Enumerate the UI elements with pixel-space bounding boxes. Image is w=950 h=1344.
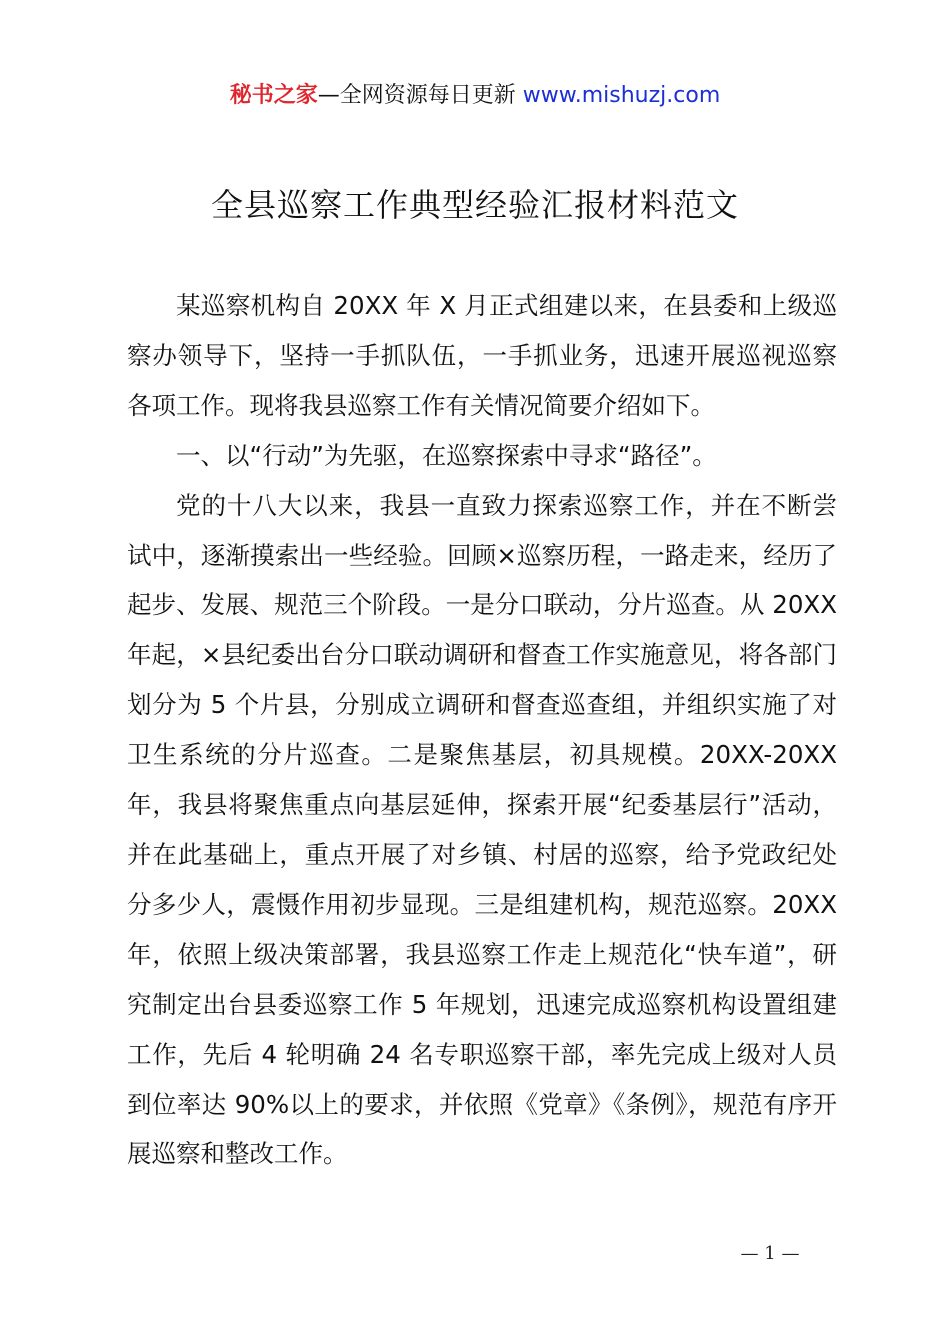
site-url-link[interactable]: www.mishuzj.com	[522, 83, 721, 108]
site-header	[0, 80, 950, 112]
body-paragraph: 党的十八大以来，我县一直致力探索巡察工作，并在不断尝试中，逐渐摸索出一些经验。回顾×巡察历程，一路走来，经历了起步、发展、规范三个阶段。一是分口联动，分片巡查。从 20XX 年起，×县纪委出台分口联动调研和督查工作实施意见，将各部门划分为 5 个片县，分别成立调研和督查巡查组，并组织实施了对卫生系统的分片巡查。二是聚焦基层，初具规模。20XX-20XX 年，我县将聚焦重点向基层延伸，探索开展“纪委基层行”活动，并在此基础上，重点开展了对乡镇、村居的巡察，给予党政纪处分多少人，震慑作用初步显现。三是组建机构，规范巡察。20XX 年，依照上级决策部署，我县巡察工作走上规范化“快车道”，研究制定出台县委巡察工作 5 年规划，迅速完成巡察机构设置组建工作，先后 4 轮明确 24 名专职巡察干部，率先完成上级对人员到位率达 90%以上的要求，并依照《党章》《条例》，规范有序开展巡察和整改工作。	[127, 490, 837, 1169]
brand-name: 秘书之家	[229, 83, 318, 108]
intro-paragraph: 某巡察机构自 20XX 年 X 月正式组建以来，在县委和上级巡察办领导下，坚持一手抓队伍，一手抓业务，迅速开展巡视巡察各项工作。现将我县巡察工作有关情况简要介绍如下。	[127, 291, 837, 420]
section-heading-1: 一、以“行动”为先驱，在巡察探索中寻求“路径”。	[176, 440, 717, 470]
page-number: — 1 —	[740, 1243, 800, 1264]
document-title: 全县巡察工作典型经验汇报材料范文	[210, 186, 739, 224]
header-tagline: —全网资源每日更新	[317, 83, 523, 108]
document-body	[127, 281, 837, 1179]
